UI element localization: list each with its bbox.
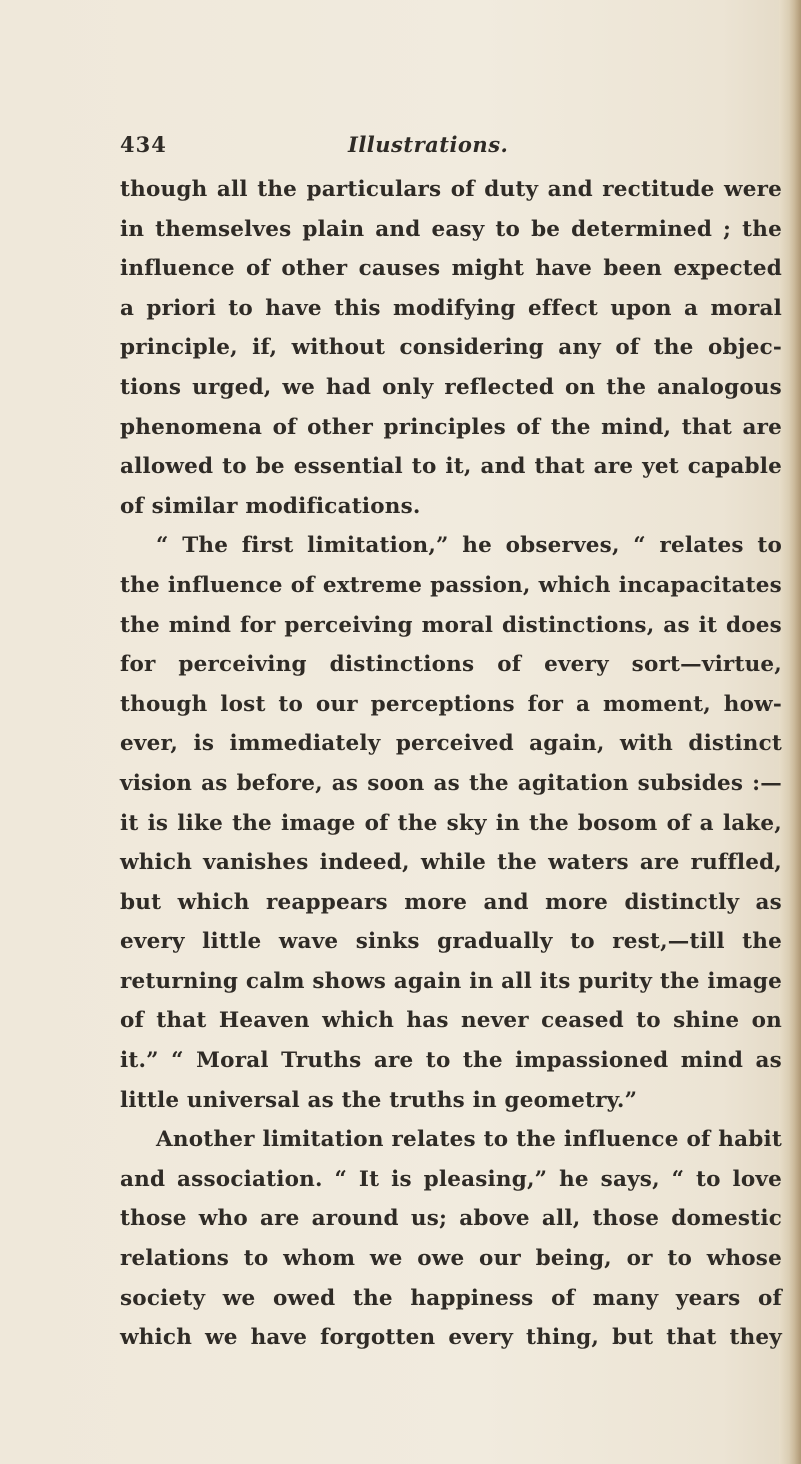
text-line: but which reappears more and more distinctly as xyxy=(120,889,782,915)
text-line: which vanishes indeed, while the waters are ruffled, xyxy=(120,850,782,876)
text-line: though lost to our perceptions for a moment, how- xyxy=(120,691,782,717)
text-line: Another limitation relates to the influence of habit xyxy=(156,1127,782,1153)
body-text xyxy=(120,170,782,1358)
text-line: and association. “ It is pleasing,” he says, “ to love xyxy=(120,1166,782,1192)
text-line: returning calm shows again in all its purity the image xyxy=(120,968,782,994)
text-line: in themselves plain and easy to be determined ; the xyxy=(120,216,782,242)
text-line: it.” “ Moral Truths are to the impassioned mind as xyxy=(120,1048,782,1074)
running-head: Illustrations. xyxy=(348,132,509,157)
page-number: 434 xyxy=(120,132,167,157)
text-line: of similar modifications. xyxy=(120,493,421,519)
text-line: the influence of extreme passion, which incapacitates xyxy=(120,572,782,598)
text-line: though all the particulars of duty and rectitude were xyxy=(120,177,782,202)
text-line: ever, is immediately perceived again, with distinct xyxy=(120,731,782,757)
text-line: for perceiving distinctions of every sort—virtue, xyxy=(120,652,782,678)
text-line: society we owed the happiness of many years of xyxy=(120,1285,782,1311)
text-line: allowed to be essential to it, and that are yet capable xyxy=(120,454,782,480)
text-line: the mind for perceiving moral distinctions, as it does xyxy=(120,612,782,638)
text-line: influence of other causes might have been expected xyxy=(120,256,782,282)
text-line: it is like the image of the sky in the bosom of a lake, xyxy=(120,810,782,836)
page-header xyxy=(120,132,680,172)
text-line: of that Heaven which has never ceased to shine on xyxy=(120,1008,782,1034)
text-line: which we have forgotten every thing, but that they xyxy=(120,1325,782,1351)
text-line: phenomena of other principles of the mind, that are xyxy=(120,414,782,440)
text-line: vision as before, as soon as the agitation subsides :— xyxy=(120,770,782,796)
text-line: little universal as the truths in geometry.” xyxy=(120,1087,638,1113)
text-line: relations to whom we owe our being, or to whose xyxy=(120,1246,782,1272)
text-line: tions urged, we had only reflected on the analogous xyxy=(120,374,782,400)
text-line: those who are around us; above all, those domestic xyxy=(120,1206,782,1232)
text-line: principle, if, without considering any of the objec- xyxy=(120,335,782,361)
text-line: a priori to have this modifying effect upon a moral xyxy=(120,295,782,321)
text-line: “ The first limitation,” he observes, “ relates to xyxy=(156,533,782,559)
text-line: every little wave sinks gradually to rest,—till the xyxy=(120,929,782,955)
page-edge-shadow xyxy=(779,0,801,1464)
